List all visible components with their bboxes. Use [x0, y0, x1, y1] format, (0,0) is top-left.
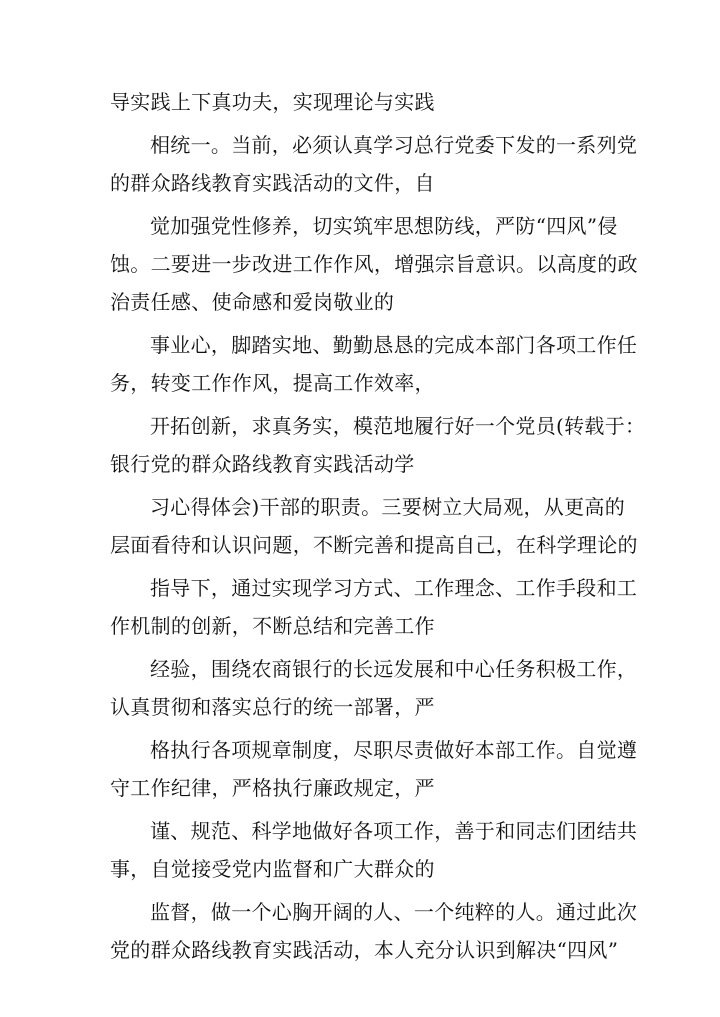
text-line: 导实践上下真功夫，实现理论与实践	[110, 90, 435, 114]
text-line: 事业心，脚踏实地、勤勤恳恳的完成本部门各项工作任	[150, 333, 638, 357]
text-line: 习心得体会)干部的职责。三要树立大局观，从更高的	[150, 495, 626, 519]
text-line: 作机制的创新，不断总结和完善工作	[110, 614, 435, 638]
text-line: 开拓创新，求真务实，模范地履行好一个党员(转载于：	[150, 414, 646, 438]
text-line: 的群众路线教育实践活动的文件，自	[110, 171, 435, 195]
text-line: 觉加强党性修养，切实筑牢思想防线，严防“四风”侵	[150, 214, 618, 238]
text-line: 治责任感、使命感和爱岗敬业的	[110, 290, 395, 314]
text-line: 经验，围绕农商银行的长远发展和中心任务积极工作，	[150, 657, 638, 681]
text-line: 务，转变工作作风，提高工作效率，	[110, 371, 435, 395]
text-line: 指导下，通过实现学习方式、工作理念、工作手段和工	[150, 576, 638, 600]
text-line: 党的群众路线教育实践活动，本人充分认识到解决“四风”	[110, 938, 619, 962]
text-line: 谨、规范、科学地做好各项工作，善于和同志们团结共	[150, 819, 638, 843]
text-line: 监督，做一个心胸开阔的人、一个纯粹的人。通过此次	[150, 900, 638, 924]
text-line: 格执行各项规章制度，尽职尽责做好本部工作。自觉遵	[150, 738, 638, 762]
text-line: 银行党的群众路线教育实践活动学	[110, 452, 415, 476]
text-line: 事，自觉接受党内监督和广大群众的	[110, 857, 435, 881]
text-line: 蚀。二要进一步改进工作作风，增强宗旨意识。以高度的政	[110, 252, 638, 276]
text-line: 层面看待和认识问题，不断完善和提高自己，在科学理论的	[110, 533, 638, 557]
text-line: 认真贯彻和落实总行的统一部署，严	[110, 695, 435, 719]
text-line: 守工作纪律，严格执行廉政规定，严	[110, 776, 435, 800]
text-line: 相统一。当前，必须认真学习总行党委下发的一系列党	[150, 133, 638, 157]
